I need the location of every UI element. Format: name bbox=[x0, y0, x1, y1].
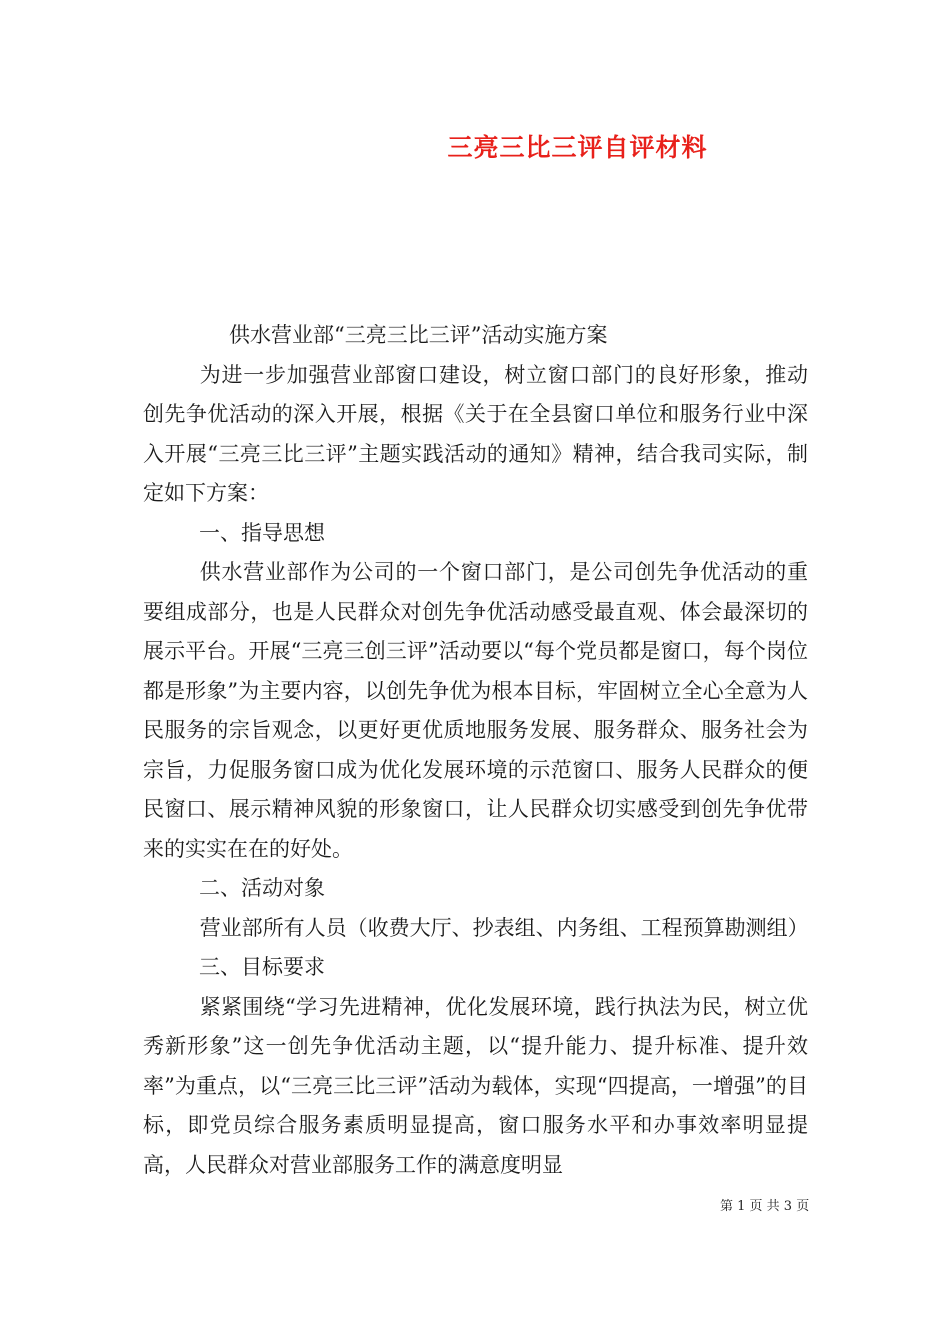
section-heading-goals: 三、目标要求 bbox=[199, 955, 325, 979]
document-title: 三亮三比三评自评材料 bbox=[447, 133, 708, 162]
document-body bbox=[143, 316, 808, 1185]
intro-paragraph: 为进一步加强营业部窗口建设，树立窗口部门的良好形象，推动创先争优活动的深入开展，根据《关于在全县窗口单位和服务行业中深入开展“三亮三比三评”主题实践活动的通知》精神，结合我司实际，制定如下方案： bbox=[143, 362, 808, 505]
section-body-goals: 紧紧围绕“学习先进精神，优化发展环境，践行执法为民，树立优秀新形象”这一创先争优活动主题，以“提升能力、提升标准、提升效率”为重点，以“三亮三比三评”活动为载体，实现“四提高，一增强”的目标，即党员综合服务素质明显提高，窗口服务水平和办事效率明显提高，人民群众对营业部服务工作的满意度明显 bbox=[143, 994, 808, 1177]
document-subtitle: 供水营业部“三亮三比三评”活动实施方案 bbox=[229, 323, 608, 347]
section-heading-guiding-ideology: 一、指导思想 bbox=[199, 520, 325, 545]
section-body-activity-targets: 营业部所有人员（收费大厅、抄表组、内务组、工程预算勘测组） bbox=[199, 915, 809, 940]
section-heading-activity-targets: 二、活动对象 bbox=[199, 876, 325, 900]
section-body-guiding-ideology: 供水营业部作为公司的一个窗口部门，是公司创先争优活动的重要组成部分，也是人民群众对创先争优活动感受最直观、体会最深切的展示平台。开展“三亮三创三评”活动要以“每个党员都是窗口，每个岗位都是形象”为主要内容，以创先争优为根本目标，牢固树立全心全意为人民服务的宗旨观念，以更好更优质地服务发展、服务群众、服务社会为宗旨，力促服务窗口成为优化发展环境的示范窗口、服务人民群众的便民窗口、展示精神风貌的形象窗口，让人民群众切实感受到创先争优带来的实实在在的好处。 bbox=[143, 560, 808, 861]
page-number-footer: 第 1 页 共 3 页 bbox=[720, 1199, 810, 1214]
